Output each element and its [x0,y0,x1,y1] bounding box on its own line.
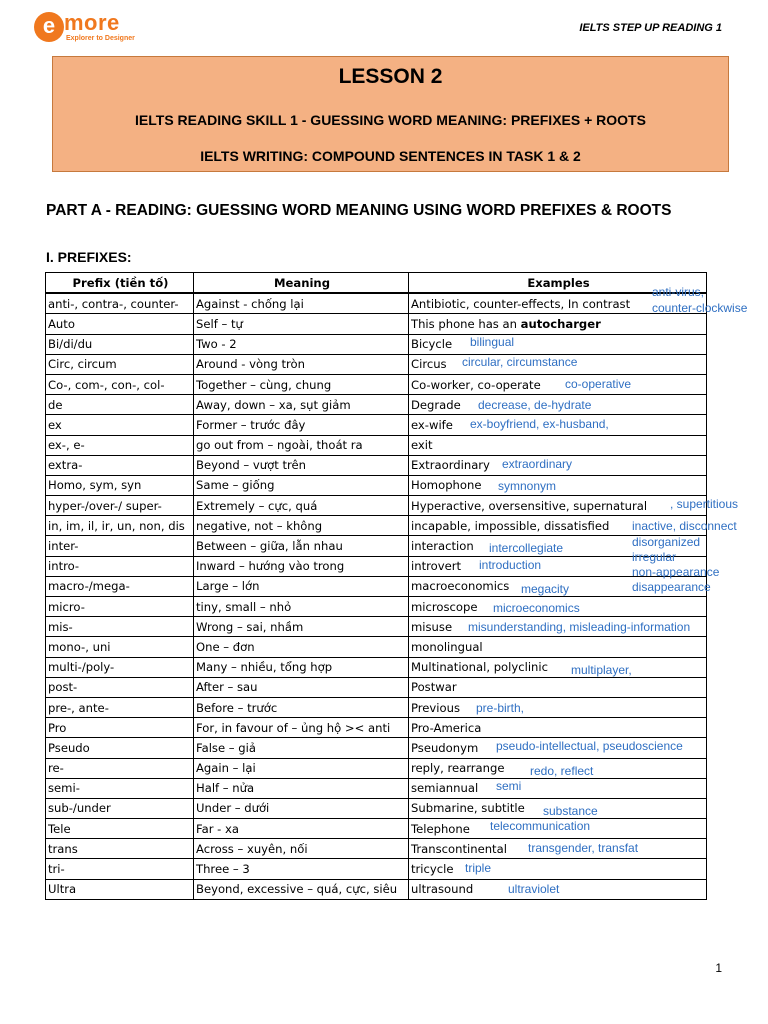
example-text: Pseudonym [411,740,479,755]
table-row [46,354,707,374]
example-cell [409,778,707,798]
example-text: Homophone [411,478,482,493]
example-text: incapable, impossible, dissatisfied [411,518,610,533]
table-row [46,334,707,354]
meaning-cell: Away, down – xa, sụt giảm [194,395,409,415]
example-text: introvert [411,559,462,574]
example-text: exit [411,438,433,453]
note-transgender: transgender, transfat [528,841,639,855]
example-text: microscope [411,599,478,614]
meaning-cell: Self – tự [194,314,409,334]
note-pre-birth: pre-birth, [476,701,525,715]
note-pseudo-intellectual: pseudo-intellectual, pseudoscience [496,739,683,753]
table-row [46,314,707,334]
example-cell [409,637,707,657]
table-row [46,496,707,516]
prefix-cell: macro-/mega- [46,576,194,596]
meaning-cell: tiny, small – nhỏ [194,597,409,617]
example-text: monolingual [411,639,483,654]
table-row [46,798,707,818]
prefix-cell: Homo, sym, syn [46,475,194,495]
note-substance: substance [543,804,598,818]
example-text: reply, rearrange [411,761,505,776]
logo-e-icon: e [34,12,64,42]
part-title: PART A - READING: GUESSING WORD MEANING USING WORD PREFIXES & ROOTS [46,202,672,219]
note-redo: redo, reflect [530,764,594,778]
prefix-cell: ex-, e- [46,435,194,455]
prefix-cell: in, im, il, ir, un, non, dis [46,516,194,536]
example-bold-text: autocharger [520,316,601,331]
prefix-cell: Circ, circum [46,354,194,374]
prefix-cell: Tele [46,819,194,839]
column-header-meaning: Meaning [194,273,409,294]
meaning-cell: Two - 2 [194,334,409,354]
example-text: misuse [411,619,453,634]
table-row [46,819,707,839]
note-introduction: introduction [479,558,542,572]
example-text: Postwar [411,680,457,695]
meaning-cell: Three – 3 [194,859,409,879]
example-cell [409,314,707,334]
meaning-cell: Between – giữa, lẫn nhau [194,536,409,556]
example-cell [409,657,707,677]
meaning-cell: Together – cùng, chung [194,374,409,394]
example-text: interaction [411,539,474,554]
prefix-cell: mono-, uni [46,637,194,657]
note-decrease: decrease, de-hydrate [478,398,592,412]
meaning-cell: For, in favour of – ủng hộ >< anti [194,718,409,738]
note-non-appearance: non-appearance [632,565,720,579]
example-text: Bicycle [411,337,453,352]
meaning-cell: Many – nhiều, tổng hợp [194,657,409,677]
example-text: This phone has an [411,316,521,331]
note-megacity: megacity [521,582,570,596]
meaning-cell: Beyond, excessive – quá, cực, siêu [194,879,409,899]
logo-tagline: Explorer to Designer [66,35,135,42]
prefix-cell: Pseudo [46,738,194,758]
note-ultraviolet: ultraviolet [508,882,560,896]
meaning-cell: Wrong – sai, nhầm [194,617,409,637]
meaning-cell: Far - xa [194,819,409,839]
prefix-cell: hyper-/over-/ super- [46,496,194,516]
prefix-cell: de [46,395,194,415]
meaning-cell: Under – dưới [194,798,409,818]
prefix-table [45,272,707,900]
example-text: Previous [411,700,460,715]
note-extraordinary: extraordinary [502,457,573,471]
table-row [46,475,707,495]
note-counter-clockwise: counter-clockwise [652,301,748,315]
meaning-cell: Against - chống lại [194,293,409,314]
prefix-cell: Bi/di/du [46,334,194,354]
note-disorganized: disorganized [632,535,701,549]
example-text: ultrasound [411,882,474,897]
note-misunderstanding: misunderstanding, misleading-information [468,620,691,634]
page-number: 1 [715,961,722,975]
table-row [46,637,707,657]
table-row [46,455,707,475]
example-text: Telephone [411,821,470,836]
example-cell [409,677,707,697]
example-cell [409,859,707,879]
meaning-cell: Same – giống [194,475,409,495]
emore-logo [34,10,135,46]
example-cell [409,475,707,495]
note-intercollegiate: intercollegiate [489,541,564,555]
table-row [46,597,707,617]
note-triple: triple [465,861,492,875]
table-row [46,778,707,798]
example-text: macroeconomics [411,579,510,594]
example-text: ex-wife [411,417,453,432]
example-cell [409,697,707,717]
meaning-cell: negative, not – không [194,516,409,536]
example-text: Antibiotic, counter-effects, In contrast [411,296,631,311]
example-cell [409,435,707,455]
note-circular: circular, circumstance [462,355,578,369]
prefix-cell: intro- [46,556,194,576]
meaning-cell: Around - vòng tròn [194,354,409,374]
table-row [46,697,707,717]
prefix-cell: pre-, ante- [46,697,194,717]
note-anti-virus: anti-virus, [652,285,705,299]
lesson-banner [52,56,729,172]
meaning-cell: Before – trước [194,697,409,717]
meaning-cell: False – giả [194,738,409,758]
logo-brand: more [64,10,120,35]
example-text: Co-worker, co-operate [411,377,541,392]
prefix-cell: tri- [46,859,194,879]
prefix-cell: inter- [46,536,194,556]
note-telecommunication: telecommunication [490,819,591,833]
prefix-cell: re- [46,758,194,778]
example-text: Submarine, subtitle [411,801,525,816]
prefix-cell: mis- [46,617,194,637]
table-row [46,718,707,738]
table-row [46,859,707,879]
note-supertitious: , supertitious [670,497,739,511]
example-text: Extraordinary [411,458,490,473]
example-text: Hyperactive, oversensitive, supernatural [411,498,648,513]
prefix-cell: trans [46,839,194,859]
example-cell [409,496,707,516]
table-row [46,879,707,899]
meaning-cell: Extremely – cực, quá [194,496,409,516]
lesson-title: LESSON 2 [338,65,443,88]
prefix-cell: semi- [46,778,194,798]
table-row [46,677,707,697]
prefix-cell: multi-/poly- [46,657,194,677]
note-inactive: inactive, disconnect [632,519,737,533]
note-multiplayer: multiplayer, [571,663,632,677]
example-text: Degrade [411,397,461,412]
example-cell [409,718,707,738]
note-microeconomics: microeconomics [493,601,580,615]
table-row [46,536,707,556]
meaning-cell: After – sau [194,677,409,697]
note-disappearance: disappearance [632,580,711,594]
example-text: Pro-America [411,720,482,735]
prefix-cell: anti-, contra-, counter- [46,293,194,314]
note-symnonym: symnonym [498,479,557,493]
table-row [46,395,707,415]
example-cell [409,374,707,394]
table-row [46,576,707,596]
column-header-examples: Examples [409,273,707,294]
prefix-cell: extra- [46,455,194,475]
prefix-cell: sub-/under [46,798,194,818]
meaning-cell: Large – lớn [194,576,409,596]
prefix-cell: micro- [46,597,194,617]
table-header-row [46,273,707,294]
note-irregular: irregular [632,550,677,564]
section-title: I. PREFIXES: [46,249,132,265]
meaning-cell: Half – nửa [194,778,409,798]
note-ex-boyfriend: ex-boyfriend, ex-husband, [470,417,609,431]
prefix-cell: ex [46,415,194,435]
example-cell [409,334,707,354]
lesson-subtitle-reading: IELTS READING SKILL 1 - GUESSING WORD MEANING: PREFIXES + ROOTS [135,112,646,128]
table-row [46,435,707,455]
prefix-cell: Co-, com-, con-, col- [46,374,194,394]
prefix-cell: Ultra [46,879,194,899]
note-co-operative: co-operative [565,377,632,391]
example-text: Transcontinental [411,841,507,856]
meaning-cell: Former – trước đây [194,415,409,435]
prefix-cell: Pro [46,718,194,738]
note-semi: semi [496,779,522,793]
meaning-cell: One – đơn [194,637,409,657]
prefix-cell: Auto [46,314,194,334]
note-bilingual: bilingual [470,335,515,349]
meaning-cell: Inward – hướng vào trong [194,556,409,576]
example-text: semiannual [411,781,479,796]
table-row [46,516,707,536]
example-text: tricycle [411,862,454,877]
example-text: Multinational, polyclinic [411,660,548,675]
meaning-cell: Beyond – vượt trên [194,455,409,475]
table-row [46,758,707,778]
lesson-subtitle-writing: IELTS WRITING: COMPOUND SENTENCES IN TASK 1 & 2 [200,148,581,164]
table-row [46,556,707,576]
meaning-cell: go out from – ngoài, thoát ra [194,435,409,455]
meaning-cell: Again – lại [194,758,409,778]
example-text: Circus [411,357,447,372]
course-header: IELTS STEP UP READING 1 [579,22,722,34]
prefix-cell: post- [46,677,194,697]
table-row [46,293,707,314]
column-header-prefix: Prefix (tiền tố) [46,273,194,294]
meaning-cell: Across – xuyên, nối [194,839,409,859]
